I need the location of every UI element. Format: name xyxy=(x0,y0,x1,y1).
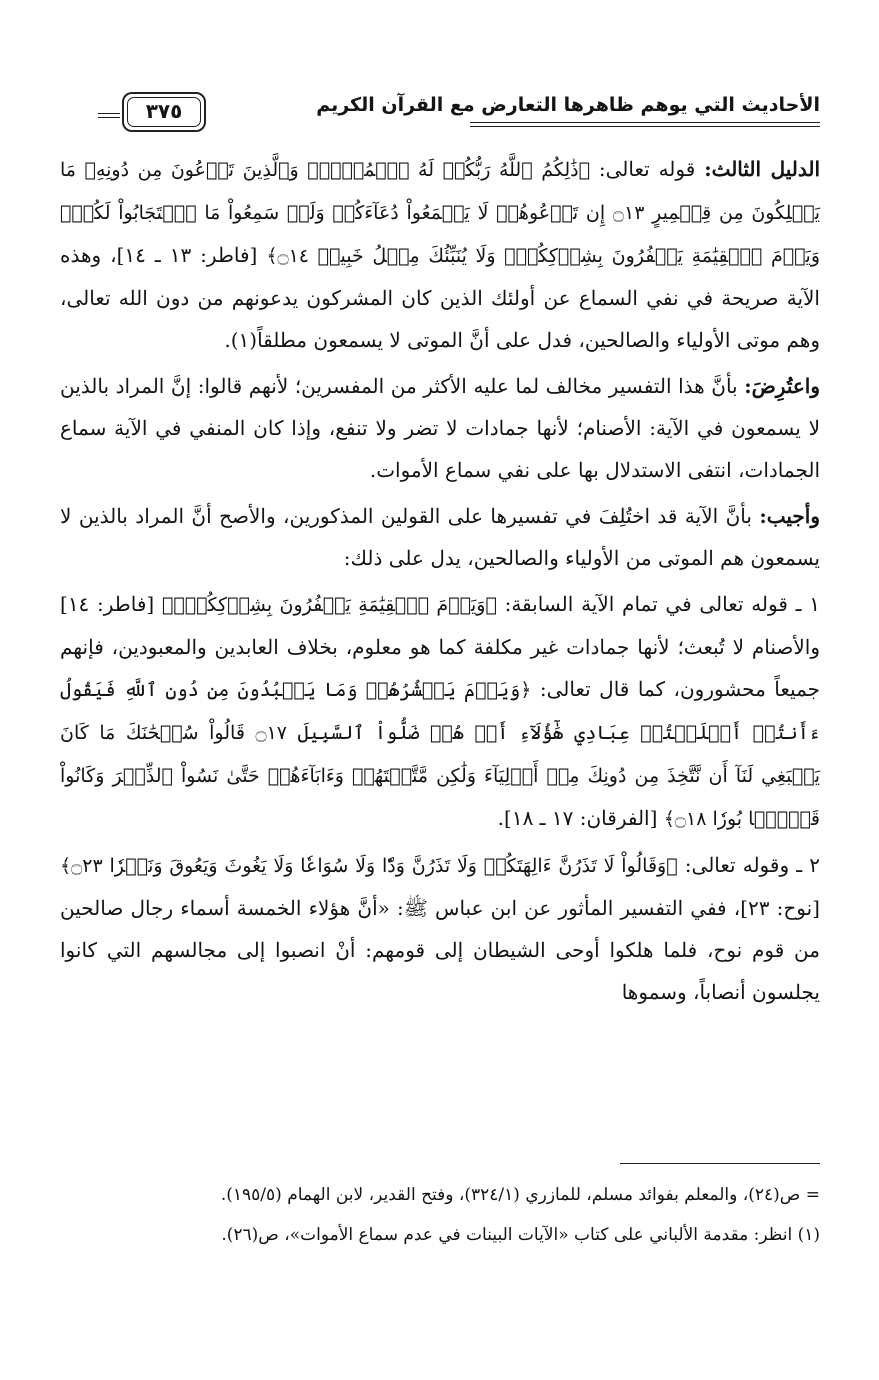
section-label: واعتُرِضَ: xyxy=(744,374,820,398)
text-run: بأنَّ هذا التفسير مخالف لما عليه الأكثر من المفسرين؛ لأنهم قالوا: إنَّ المراد بالذين لا يسمعون في الآية: الأصنام؛ لأنها جمادات لا تضر ولا تنفع، وإذا كان المنفي في الآية سماع الجمادات، انتفى الاستدلال بها على نفي سماع الأموات. xyxy=(60,374,820,482)
footnotes xyxy=(60,1178,820,1258)
quran-quote: ﴿وَيَوۡمَ يَحۡشُرُهُمۡ وَمَا يَعۡبُدُونَ مِن دُونِ ٱللَّهِ فَيَقُولُ ءَأَنتُمۡ أَضۡلَلۡتُمۡ عِبَادِي هَٰٓؤُلَآءِ أَمۡ هُمۡ ضَلُّواْ ٱلسَّبِيلَ ۝١٧ قَالُواْ سُبۡحَٰنَكَ مَا كَانَ يَنۢبَغِي لَنَآ أَن نَّتَّخِذَ مِن دُونِكَ مِنۡ أَوۡلِيَآءَ وَلَٰكِن مَّتَّعۡتَهُمۡ وَءَابَآءَهُمۡ حَتَّىٰ نَسُواْ ٱلذِّكۡرَ وَكَانُواْ قَوۡمَۢا بُورٗا ۝١٨﴾ xyxy=(60,679,820,830)
page-header xyxy=(98,88,820,132)
footnote-1: (١) انظر: مقدمة الألباني على كتاب «الآيات البينات في عدم سماع الأموات»، ص(٢٦). xyxy=(221,1225,820,1245)
paragraph-point-2 xyxy=(60,844,820,1013)
footnote-separator xyxy=(620,1163,820,1164)
text-run: [الفرقان: ١٧ ـ ١٨]. xyxy=(497,806,664,830)
text-run: ٢ ـ وقوله تعالى: xyxy=(677,853,821,877)
page-number-frame xyxy=(122,92,206,132)
header-rule xyxy=(470,122,820,123)
header-left-rule xyxy=(98,117,120,118)
text-run: ١ ـ قوله تعالى في تمام الآية السابقة: xyxy=(496,592,820,616)
running-title: الأحاديث التي يوهم ظاهرها التعارض مع القرآن الكريم xyxy=(316,94,820,116)
quran-quote: ﴿ذَٰلِكُمُ ٱللَّهُ رَبُّكُمۡ لَهُ ٱلۡمُلۡكُۚ وَٱلَّذِينَ تَدۡعُونَ مِن دُونِهِۦ مَا يَمۡلِكُونَ مِن قِطۡمِيرٍ ۝١٣ إِن تَدۡعُوهُمۡ لَا يَسۡمَعُواْ دُعَآءَكُمۡ وَلَوۡ سَمِعُواْ مَا ٱسۡتَجَابُواْ لَكُمۡۖ وَيَوۡمَ ٱلۡقِيَٰمَةِ يَكۡفُرُونَ بِشِرۡكِكُمۡۚ وَلَا يُنَبِّئُكَ مِثۡلُ خَبِيرٖ ۝١٤﴾ xyxy=(60,159,820,267)
main-text xyxy=(60,148,820,1017)
page-number: ٣٧٥ xyxy=(127,97,201,127)
text-run: [نوح: ٢٣]، ففي التفسير المأثور عن ابن عباس ﷺ: «أنَّ هؤلاء الخمسة أسماء رجال صالحين من قوم نوح، فلما هلكوا أوحى الشيطان إلى قومهم: أنْ انصبوا إلى مجالسهم التي كانوا يجلسون أنصاباً، وسموها xyxy=(60,896,820,1004)
footnote-continuation: = ص(٢٤)، والمعلم بفوائد مسلم، للمازري (٣٢٤/١)، وفتح القدير، لابن الهمام (١٩٥/٥). xyxy=(220,1185,820,1205)
quran-quote: ﴿وَيَوۡمَ ٱلۡقِيَٰمَةِ يَكۡفُرُونَ بِشِرۡكِكُمۡۚ﴾ xyxy=(161,594,497,616)
paragraph-point-1 xyxy=(60,583,820,840)
paragraph-answer xyxy=(60,495,820,579)
text-run: [فاطر: ١٤] والأصنام لا تُبعث؛ لأنها جمادات غير مكلفة كما هو معلوم، بخلاف العابدين والمعبودين، فإنهم جميعاً محشورون، كما قال تعالى: xyxy=(60,592,821,701)
paragraph-objection xyxy=(60,365,820,491)
section-label: وأجيب: xyxy=(759,504,820,528)
header-rule xyxy=(470,126,820,127)
text-run: بأنَّ الآية قد اختُلِفَ في تفسيرها على القولين المذكورين، والأصح أنَّ المراد بالذين لا يسمعون هم الموتى من الأولياء والصالحين، يدل على ذلك: xyxy=(60,504,820,570)
text-run: قوله تعالى: xyxy=(589,157,705,181)
text-run: [فاطر: ١٣ ـ ١٤]، وهذه الآية صريحة في نفي السماع عن أولئك الذين كان المشركون يدعونهم من دون الله تعالى، وهم موتى الأولياء والصالحين، فدل على أنَّ الموتى لا يسمعون مطلقاً(١). xyxy=(60,243,820,352)
quran-quote: ﴿وَقَالُواْ لَا تَذَرُنَّ ءَالِهَتَكُمۡ وَلَا تَذَرُنَّ وَدّٗا وَلَا سُوَاعٗا وَلَا يَغُوثَ وَيَعُوقَ وَنَسۡرٗا ۝٢٣﴾ xyxy=(60,855,678,877)
section-label: الدليل الثالث: xyxy=(704,157,821,181)
header-left-rule xyxy=(98,113,120,114)
paragraph-third-evidence xyxy=(60,148,820,361)
